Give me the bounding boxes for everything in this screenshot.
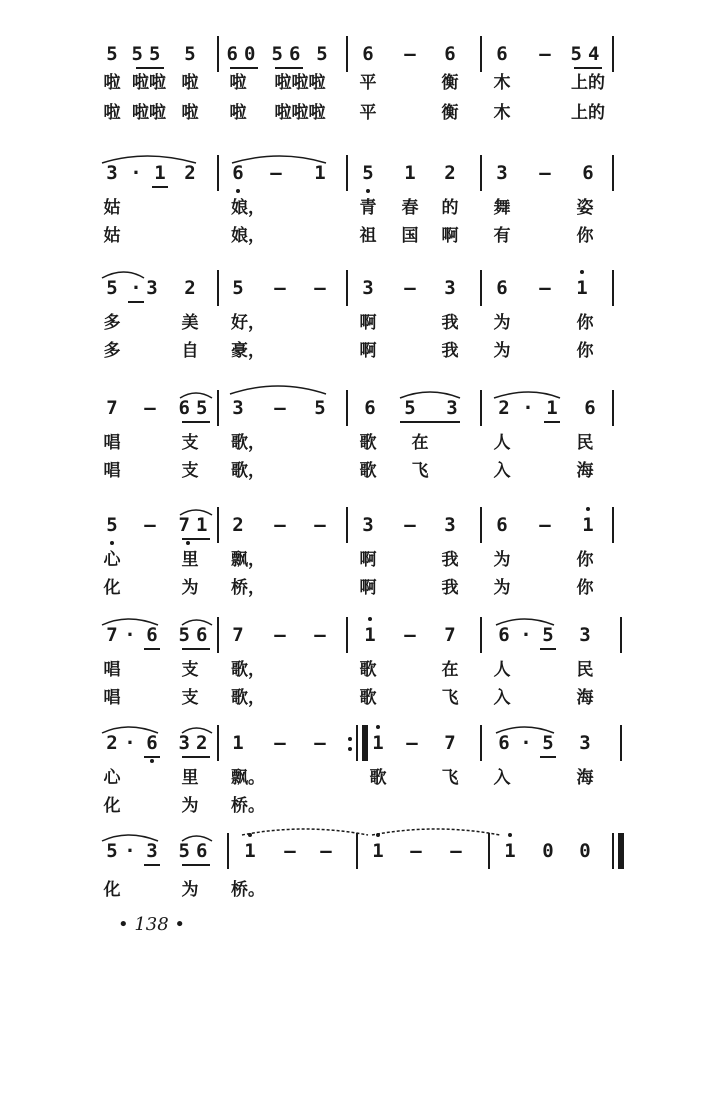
lyric: 里 xyxy=(181,768,199,788)
lyric: 衡 xyxy=(441,73,459,93)
lyric: 姑 xyxy=(103,198,121,218)
note: 1 xyxy=(364,624,376,646)
lyrics-verse-2 xyxy=(0,225,702,251)
note: 1 xyxy=(546,397,558,419)
lyric: 歌， xyxy=(231,433,265,453)
note: 7 xyxy=(106,624,118,646)
note: 3 xyxy=(496,162,508,184)
note: 5 xyxy=(542,732,554,754)
lyric: 啊 xyxy=(359,313,377,333)
lyric: 娘， xyxy=(231,226,265,246)
lyric: 人 xyxy=(493,660,511,680)
note: 1 xyxy=(582,514,594,536)
lyric: 飞 xyxy=(411,461,429,481)
note: 6 xyxy=(444,43,456,65)
lyric: 上的 xyxy=(571,103,605,123)
lyric: 桥。 xyxy=(231,796,265,816)
note: 5 xyxy=(542,624,554,646)
lyric: 多 xyxy=(103,341,121,361)
lyric: 啦啦 xyxy=(132,73,166,93)
slurs-and-dots xyxy=(0,833,702,873)
lyrics-verse-2 xyxy=(0,687,702,713)
lyric: 海 xyxy=(576,461,594,481)
lyric: 我 xyxy=(441,313,459,333)
lyric: 为 xyxy=(181,796,199,816)
notes-row xyxy=(0,390,702,430)
note: 3 xyxy=(446,397,458,419)
note: 54 xyxy=(570,43,606,65)
lyric: 人 xyxy=(493,433,511,453)
note: 5 xyxy=(106,277,118,299)
notes-row xyxy=(0,833,702,873)
note: 6 xyxy=(364,397,376,419)
lyrics-verse-2 xyxy=(0,102,702,128)
note: 5 xyxy=(106,840,118,862)
note: — xyxy=(274,277,286,299)
lyric: 好， xyxy=(231,313,265,333)
lyric: 歌 xyxy=(369,768,387,788)
lyric: 在 xyxy=(441,660,459,680)
notes-row xyxy=(0,617,702,657)
note: 5 xyxy=(314,397,326,419)
note: 2 xyxy=(106,732,118,754)
lyric: 啦 xyxy=(229,103,247,123)
lyric: 你 xyxy=(576,578,594,598)
note: 1 xyxy=(372,732,384,754)
lyric: 啦 xyxy=(181,103,199,123)
note: 56 xyxy=(178,840,214,862)
slurs-and-dots xyxy=(0,507,702,547)
slurs-and-dots xyxy=(0,725,702,765)
lyric: 入 xyxy=(493,461,511,481)
lyric: 你 xyxy=(576,341,594,361)
note: — xyxy=(314,624,326,646)
lyric: 姿 xyxy=(576,198,594,218)
note: 3 xyxy=(444,277,456,299)
lyrics-verse-2 xyxy=(0,577,702,603)
lyric: 化 xyxy=(103,578,121,598)
notes-row xyxy=(0,725,702,765)
lyric: 飞 xyxy=(441,768,459,788)
note: 32 xyxy=(178,732,214,754)
note: 6 xyxy=(232,162,244,184)
lyric: 化 xyxy=(103,880,121,900)
note: 55 xyxy=(131,43,167,65)
lyrics-verse-2 xyxy=(0,795,702,821)
lyric: 海 xyxy=(576,688,594,708)
note: 0 xyxy=(542,840,554,862)
lyric: 啦 xyxy=(181,73,199,93)
lyric: 唱 xyxy=(103,660,121,680)
note: 65 xyxy=(178,397,214,419)
note: · xyxy=(522,397,534,419)
lyric: 姑 xyxy=(103,226,121,246)
lyric: 歌 xyxy=(359,461,377,481)
note: 3 xyxy=(579,624,591,646)
note: 1 xyxy=(504,840,516,862)
lyric: 歌， xyxy=(231,461,265,481)
lyric: 你 xyxy=(576,550,594,570)
lyric: 上的 xyxy=(571,73,605,93)
note: 3 xyxy=(579,732,591,754)
note: 3 xyxy=(106,162,118,184)
note: · xyxy=(520,624,532,646)
note: 3 xyxy=(146,277,158,299)
note: 3 xyxy=(146,840,158,862)
note: 6 xyxy=(496,277,508,299)
note: 1 xyxy=(232,732,244,754)
lyric: 国 xyxy=(401,226,419,246)
lyric: 支 xyxy=(181,433,199,453)
note: — xyxy=(314,732,326,754)
note: 60 xyxy=(226,43,262,65)
lyric: 你 xyxy=(576,313,594,333)
note: — xyxy=(314,514,326,536)
note: 2 xyxy=(184,277,196,299)
lyric: 木 xyxy=(493,73,511,93)
note: 3 xyxy=(362,277,374,299)
note: 7 xyxy=(444,624,456,646)
note: 6 xyxy=(362,43,374,65)
note: — xyxy=(404,277,416,299)
lyric: 啊 xyxy=(441,226,459,246)
lyric: 为 xyxy=(493,550,511,570)
note: — xyxy=(404,514,416,536)
lyric: 为 xyxy=(493,578,511,598)
lyrics-verse-1 xyxy=(0,879,702,905)
note: — xyxy=(404,624,416,646)
lyric: 啦 xyxy=(103,103,121,123)
lyric: 飘。 xyxy=(231,768,265,788)
slurs-and-dots xyxy=(0,617,702,657)
note: 3 xyxy=(362,514,374,536)
lyric: 啦 xyxy=(229,73,247,93)
note: 1 xyxy=(576,277,588,299)
lyric: 啦 xyxy=(103,73,121,93)
lyric: 海 xyxy=(576,768,594,788)
note: 6 xyxy=(498,624,510,646)
note: 3 xyxy=(444,514,456,536)
note: — xyxy=(284,840,296,862)
lyric: 有 xyxy=(493,226,511,246)
lyrics-verse-1 xyxy=(0,767,702,793)
note: — xyxy=(404,43,416,65)
note: — xyxy=(274,514,286,536)
note: · xyxy=(130,277,142,299)
lyric: 为 xyxy=(181,880,199,900)
lyric: 唱 xyxy=(103,433,121,453)
lyrics-verse-1 xyxy=(0,432,702,458)
note: — xyxy=(274,732,286,754)
note: — xyxy=(270,162,282,184)
note: — xyxy=(274,624,286,646)
slurs-and-dots xyxy=(0,390,702,430)
lyric: 平 xyxy=(359,103,377,123)
note: 1 xyxy=(244,840,256,862)
lyric: 民 xyxy=(576,660,594,680)
slurs-and-dots xyxy=(0,155,702,195)
lyric: 衡 xyxy=(441,103,459,123)
note: — xyxy=(406,732,418,754)
note: — xyxy=(450,840,462,862)
note: 5 xyxy=(184,43,196,65)
lyric: 为 xyxy=(493,341,511,361)
lyric: 舞 xyxy=(493,198,511,218)
lyric: 为 xyxy=(493,313,511,333)
note: — xyxy=(539,162,551,184)
note: — xyxy=(539,277,551,299)
lyric: 入 xyxy=(493,768,511,788)
lyric: 的 xyxy=(441,198,459,218)
note: — xyxy=(274,397,286,419)
lyric: 歌， xyxy=(231,660,265,680)
note: 5 xyxy=(106,43,118,65)
page-number: • 138 • xyxy=(118,914,186,935)
lyric: 啦啦啦 xyxy=(274,103,326,123)
lyric: 化 xyxy=(103,796,121,816)
note: 1 xyxy=(372,840,384,862)
note: — xyxy=(144,397,156,419)
note: 7 xyxy=(106,397,118,419)
note: 56 xyxy=(178,624,214,646)
lyric: 心 xyxy=(103,768,121,788)
note: · xyxy=(124,624,136,646)
slurs-and-dots xyxy=(0,270,702,310)
note: 7 xyxy=(232,624,244,646)
lyric: 飘， xyxy=(231,550,265,570)
note: 2 xyxy=(184,162,196,184)
lyric: 我 xyxy=(441,341,459,361)
note: — xyxy=(320,840,332,862)
lyric: 在 xyxy=(411,433,429,453)
lyric: 歌 xyxy=(359,660,377,680)
lyric: 啦啦啦 xyxy=(274,73,326,93)
note: 5 xyxy=(316,43,328,65)
notes-row xyxy=(0,155,702,195)
note: 3 xyxy=(232,397,244,419)
lyrics-verse-1 xyxy=(0,72,702,98)
lyric: 啊 xyxy=(359,341,377,361)
note: — xyxy=(539,43,551,65)
lyric: 里 xyxy=(181,550,199,570)
note: · xyxy=(124,732,136,754)
lyric: 支 xyxy=(181,660,199,680)
note: 6 xyxy=(496,514,508,536)
lyrics-verse-1 xyxy=(0,549,702,575)
note: — xyxy=(410,840,422,862)
note: 2 xyxy=(444,162,456,184)
note: — xyxy=(144,514,156,536)
lyric: 桥。 xyxy=(231,880,265,900)
lyric: 娘， xyxy=(231,198,265,218)
lyric: 心 xyxy=(103,550,121,570)
note: 56 xyxy=(271,43,307,65)
note: 71 xyxy=(178,514,214,536)
lyric: 唱 xyxy=(103,688,121,708)
lyric: 支 xyxy=(181,688,199,708)
note: — xyxy=(314,277,326,299)
lyric: 歌， xyxy=(231,688,265,708)
lyrics-verse-1 xyxy=(0,197,702,223)
notes-row xyxy=(0,507,702,547)
note: 6 xyxy=(584,397,596,419)
lyric: 我 xyxy=(441,578,459,598)
lyric: 唱 xyxy=(103,461,121,481)
lyric: 你 xyxy=(576,226,594,246)
lyric: 桥， xyxy=(231,578,265,598)
lyric: 民 xyxy=(576,433,594,453)
note: · xyxy=(130,162,142,184)
note: 6 xyxy=(582,162,594,184)
note: — xyxy=(539,514,551,536)
note: 6 xyxy=(146,624,158,646)
lyric: 青 xyxy=(359,198,377,218)
note: 2 xyxy=(232,514,244,536)
lyric: 美 xyxy=(181,313,199,333)
lyrics-verse-1 xyxy=(0,659,702,685)
note: · xyxy=(520,732,532,754)
lyric: 木 xyxy=(493,103,511,123)
lyrics-verse-2 xyxy=(0,340,702,366)
lyric: 多 xyxy=(103,313,121,333)
lyric: 入 xyxy=(493,688,511,708)
lyric: 春 xyxy=(401,198,419,218)
lyric: 啦啦 xyxy=(132,103,166,123)
note: 5 xyxy=(362,162,374,184)
lyric: 自 xyxy=(181,341,199,361)
lyric: 祖 xyxy=(359,226,377,246)
beam-lines xyxy=(0,36,702,76)
lyric: 歌 xyxy=(359,433,377,453)
note: · xyxy=(124,840,136,862)
lyric: 豪， xyxy=(231,341,265,361)
note: 1 xyxy=(154,162,166,184)
lyric: 啊 xyxy=(359,550,377,570)
lyric: 支 xyxy=(181,461,199,481)
note: 6 xyxy=(146,732,158,754)
lyric: 为 xyxy=(181,578,199,598)
note: 5 xyxy=(404,397,416,419)
lyric: 平 xyxy=(359,73,377,93)
note: 2 xyxy=(498,397,510,419)
lyric: 飞 xyxy=(441,688,459,708)
lyric: 啊 xyxy=(359,578,377,598)
note: 5 xyxy=(106,514,118,536)
note: 6 xyxy=(496,43,508,65)
note: 1 xyxy=(404,162,416,184)
note: 7 xyxy=(444,732,456,754)
note: 6 xyxy=(498,732,510,754)
notes-row xyxy=(0,270,702,310)
note: 5 xyxy=(232,277,244,299)
lyric: 歌 xyxy=(359,688,377,708)
note: 1 xyxy=(314,162,326,184)
notes-row xyxy=(0,36,702,76)
lyrics-verse-1 xyxy=(0,312,702,338)
lyric: 我 xyxy=(441,550,459,570)
note: 0 xyxy=(579,840,591,862)
lyrics-verse-2 xyxy=(0,460,702,486)
